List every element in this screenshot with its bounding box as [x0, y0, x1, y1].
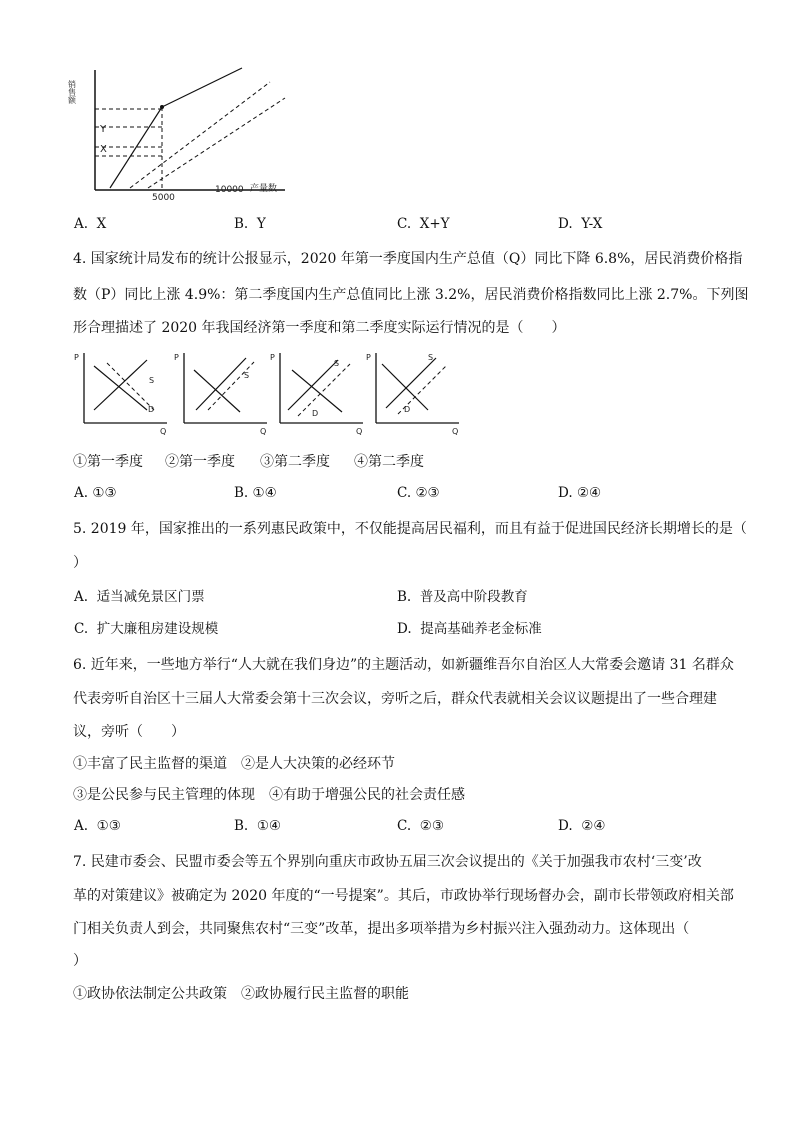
- q4-graph-1-supply: [94, 360, 147, 410]
- q7-stem-line-4: ）: [73, 953, 87, 969]
- q4-graph-2-supply-shift: [208, 362, 254, 410]
- q4-graph-1-s-label: S: [149, 376, 155, 385]
- figure3-level-label-x: X: [100, 144, 107, 155]
- q4-graph-3-s-label: S: [334, 359, 340, 368]
- q6-stem-line-2: 代表旁听自治区十三届人大常委会第十三次会议，旁听之后，群众代表就相关会议议题提出了一些合理建: [73, 691, 717, 707]
- q4-stem-line-3: 形合理描述了 2020 年我国经济第一季度和第二季度实际运行情况的是（ ）: [73, 320, 566, 336]
- q4-graph-3-supply-shift: [298, 364, 350, 416]
- q4-graph-4-demand: [382, 364, 428, 410]
- q4-graph-4: [364, 348, 464, 438]
- q4-option-b[interactable]: B. ①④: [234, 485, 277, 501]
- q4-statement-3: ③第二季度: [260, 454, 330, 470]
- q6-statement-line-2: ③是公民参与民主管理的体现 ④有助于增强公民的社会责任感: [73, 787, 465, 803]
- q4-graph-4-p-label: P: [366, 353, 371, 362]
- q4-graph-2: [172, 348, 272, 438]
- q6-stem-line-3: 议，旁听（ ）: [73, 724, 185, 740]
- figure3-kink-point: [160, 105, 164, 109]
- q7-stem-line-1: 7. 民建市委会、民盟市委会等五个界别向重庆市政协五届三次会议提出的《关于加强我市农村‘三变’改: [73, 854, 702, 870]
- q7-stem-line-3: 门相关负责人到会，共同聚焦农村“三变”改革，提出多项举措为乡村振兴注入强劲动力。这体现出（: [73, 921, 690, 937]
- q3-sales-output-figure: [67, 60, 310, 203]
- q3-option-a[interactable]: A. X: [74, 216, 107, 232]
- q5-option-a[interactable]: A. 适当减免景区门票: [74, 589, 205, 605]
- q6-option-b[interactable]: B. ①④: [234, 818, 282, 834]
- q4-graph-2-s-label: S: [244, 371, 250, 380]
- figure3-level-label-y: Y: [100, 124, 107, 135]
- figure3-dashed-line-1: [130, 82, 270, 188]
- q5-option-c[interactable]: C. 扩大廉租房建设规模: [74, 621, 219, 637]
- q6-option-a[interactable]: A. ①③: [74, 818, 121, 834]
- q7-stem-line-2: 革的对策建议》被确定为 2020 年度的“一号提案”。其后，市政协举行现场督办会，副市长带领政府相关部: [73, 888, 734, 904]
- q4-graph-2-q-label: Q: [260, 427, 267, 436]
- q6-option-d[interactable]: D. ②④: [558, 818, 606, 834]
- q3-option-b[interactable]: B. Y: [234, 216, 266, 232]
- q5-stem-line-1: 5. 2019 年，国家推出的一系列惠民政策中，不仅能提高居民福利，而且有益于促进国民经济长期增长的是（: [73, 521, 747, 537]
- q4-statement-1: ①第一季度: [73, 454, 143, 470]
- q4-graph-1-q-label: Q: [160, 427, 167, 436]
- q4-graph-4-s-label: S: [428, 353, 434, 362]
- q4-option-d[interactable]: D. ②④: [558, 485, 602, 501]
- figure3-x-tick-10000: 10000: [215, 185, 244, 195]
- q3-option-c[interactable]: C. X+Y: [397, 216, 450, 232]
- figure3-x-axis-label: 产量数: [250, 184, 278, 194]
- q4-graph-1-demand: [94, 366, 147, 410]
- q4-stem-line-1: 4. 国家统计局发布的统计公报显示，2020 年第一季度国内生产总值（Q）同比下降 6.8%，居民消费价格指: [73, 251, 743, 267]
- q5-option-d[interactable]: D. 提高基础养老金标准: [397, 621, 542, 637]
- q4-graph-3: [268, 348, 368, 438]
- figure3-y-axis-label: 销售额: [67, 80, 77, 104]
- q6-statement-line-1: ①丰富了民主监督的渠道 ②是人大决策的必经环节: [73, 756, 395, 772]
- q4-statement-4: ④第二季度: [354, 454, 424, 470]
- q5-option-b[interactable]: B. 普及高中阶段教育: [397, 589, 528, 605]
- q4-graph-1-d-label: D: [148, 405, 155, 414]
- q4-statement-2: ②第一季度: [165, 454, 235, 470]
- q4-stem-line-2: 数（P）同比上涨 4.9%：第二季度国内生产总值同比上涨 3.2%，居民消费价格指数同比上涨 2.7%。下列图: [73, 287, 749, 303]
- figure3-solid-line-upper: [162, 68, 242, 107]
- q6-stem-line-1: 6. 近年来，一些地方举行“人大就在我们身边”的主题活动，如新疆维吾尔自治区人大常委会邀请 31 名群众: [73, 657, 734, 673]
- q4-graph-1-demand-shift: [107, 363, 154, 410]
- figure3-dashed-line-2: [148, 98, 285, 188]
- q4-graph-3-d-label: D: [312, 409, 319, 418]
- q4-option-a[interactable]: A. ①③: [74, 485, 117, 501]
- q4-option-c[interactable]: C. ②③: [397, 485, 440, 501]
- q4-graph-4-q-label: Q: [452, 427, 459, 436]
- q5-stem-line-2: ）: [73, 555, 87, 571]
- q7-statement-line-1: ①政协依法制定公共政策 ②政协履行民主监督的职能: [73, 986, 409, 1002]
- q3-option-d[interactable]: D. Y-X: [558, 216, 603, 232]
- q4-graph-3-p-label: P: [270, 353, 275, 362]
- q4-graph-3-q-label: Q: [356, 427, 363, 436]
- q4-graph-3-demand: [292, 370, 342, 412]
- q4-graph-1: [72, 348, 172, 438]
- q6-option-c[interactable]: C. ②③: [397, 818, 444, 834]
- q4-graph-1-p-label: P: [74, 353, 79, 362]
- figure3-x-tick-5000: 5000: [152, 193, 175, 203]
- q4-graph-2-supply: [196, 358, 246, 410]
- q4-graph-2-p-label: P: [174, 353, 179, 362]
- q4-graph-4-d-label: D: [404, 405, 411, 414]
